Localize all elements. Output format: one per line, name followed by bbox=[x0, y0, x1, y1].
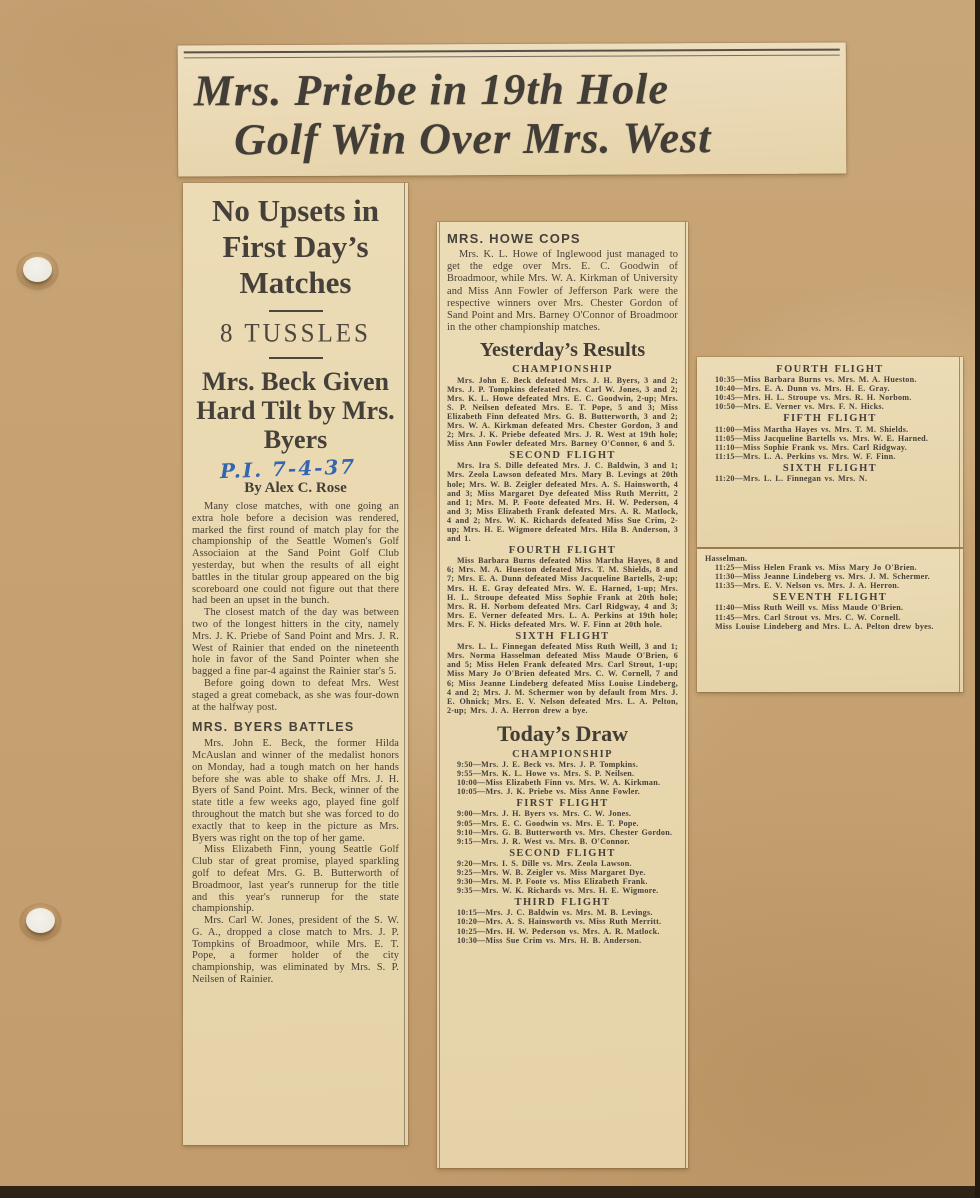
results-text-block: SECOND FLIGHT bbox=[509, 450, 616, 462]
draw-text-line: 9:25—Mrs. W. B. Zeigler vs. Miss Margaret Dye. bbox=[457, 868, 646, 878]
article-text-block: Before going down to defeat Mrs. West staged a great comeback, as she was four-down at the halfway post. bbox=[192, 677, 399, 713]
results-text-block: Mrs. Ira S. Dille defeated Mrs. J. C. Baldwin, 3 and 1; Mrs. Zeola Lawson defeated Mrs. Mary B. Levings at 20th hole; Mrs. W. B. Zeigler defeated Mrs. A. S. Hainsworth, 4 and 3; Miss Margaret Dye defeated Miss Ruth Merritt, 2 and 1; Mrs. M. P. Foote defeated Mrs. H. W. Pederson, 4 and 3; Miss Elizabeth Frank defeated Mrs. A. R. Matlock, 4 and 2; Mrs. W. K. Richards defeated Miss Sue Crim, 2-up; Mrs. H. E. Wigmore defeated Mrs. Hila B. Anderson, 3 and 1. bbox=[447, 461, 678, 544]
top-rule-thin bbox=[184, 55, 840, 59]
results-text-block: FOURTH FLIGHT bbox=[508, 545, 617, 557]
draw-text-line: 9:50—Mrs. J. E. Beck vs. Mrs. J. P. Tompkins. bbox=[457, 759, 639, 769]
draw-text-line: THIRD FLIGHT bbox=[514, 897, 611, 909]
draw-text-line: Miss Louise Lindeberg and Mrs. L. A. Pelton drew byes. bbox=[715, 621, 934, 631]
results-text-block: CHAMPIONSHIP bbox=[512, 364, 613, 376]
draw-text-line: 9:55—Mrs. K. L. Howe vs. Mrs. S. P. Neilsen. bbox=[457, 769, 635, 779]
article-body bbox=[192, 501, 399, 986]
article-text-block: The closest match of the day was between two of the longest hitters in the city, namely Mrs. J. K. Priebe of Sand Point and Mrs. J. R. West of Rainier that ended on the nineteenth hole in favor of the Sand Pointer when she bagged a fine par-4 against the Rainier star's 5. bbox=[192, 607, 399, 678]
draw-text-line: 9:00—Mrs. J. H. Byers vs. Mrs. C. W. Jones. bbox=[457, 809, 632, 819]
top-rule-thick bbox=[184, 49, 840, 54]
results-text-block: Miss Barbara Burns defeated Miss Martha Hayes, 8 and 6; Mrs. M. A. Hueston defeated Mrs. T. M. Shields, 8 and 7; Mrs. E. A. Dunn defeated Miss Jacqueline Bartells, 2-up; Mrs. H. E. Gray defeated Mrs. W. E. Harned, 1-up; Mrs. H. L. Stroupe defeated Miss Sophie Frank at 20th hole; Mrs. R. H. Norbom defeated Mrs. Carl Ridgway, 4 and 3; Mrs. E. Verner defeated Mrs. L. A. Perkins at 19th hole; Mrs. F. N. Hicks defeated Mrs. W. F. Finn at 20th hole. bbox=[447, 556, 678, 629]
column-subhead-howe-cops: MRS. HOWE COPS bbox=[447, 231, 581, 246]
article-headline: No Upsets in First Day’s Matches bbox=[211, 193, 380, 300]
clipping-draw-flights-4-5-6 bbox=[697, 357, 963, 547]
draw-text-line: 11:35—Mrs. E. V. Nelson vs. Mrs. J. A. Herron. bbox=[715, 581, 900, 591]
clipping-results-column bbox=[437, 222, 688, 1168]
draw-text-line: 11:15—Mrs. L. A. Perkins vs. Mrs. W. F. Finn. bbox=[715, 451, 896, 461]
draw-text-line: 9:20—Mrs. I. S. Dille vs. Mrs. Zeola Lawson. bbox=[457, 858, 632, 868]
photo-right-edge bbox=[975, 0, 980, 1198]
yesterdays-results-title: Yesterday’s Results bbox=[479, 339, 646, 362]
article-deck-headline: Mrs. Beck Given Hard Tilt by Mrs. Byers bbox=[196, 367, 395, 454]
draw-text-line: FOURTH FLIGHT bbox=[776, 364, 884, 375]
draw-flights-body bbox=[705, 365, 955, 483]
draw-flights-body bbox=[705, 554, 955, 631]
draw-text-line: 10:30—Miss Sue Crim vs. Mrs. H. B. Anderson. bbox=[457, 935, 642, 945]
article-text-block: Mrs. Carl W. Jones, president of the S. W. G. A., dropped a close match to Mrs. J. P. Tompkins of Broadmoor, while Mrs. E. T. Pope, a former holder of the city championship, was eliminated by Mrs. S. P. Neilsen of Rainier. bbox=[192, 915, 399, 986]
draw-text-line: 10:40—Mrs. E. A. Dunn vs. Mrs. H. E. Gray. bbox=[715, 384, 890, 394]
draw-text-line: 10:50—Mrs. E. Verner vs. Mrs. F. N. Hicks. bbox=[715, 402, 885, 412]
draw-text-line: 11:40—Miss Ruth Weill vs. Miss Maude O'Brien. bbox=[715, 603, 904, 613]
draw-text-line: 11:20—Mrs. L. L. Finnegan vs. Mrs. N. bbox=[715, 474, 868, 484]
article-text-block: Many close matches, with one going an extra hole before a decision was rendered, marked the first round of match play for the championship of the Seattle Women's Golf Associaion at the Sand Point Golf Club yesterday, but when the results of all eight battles in the titular group appeared on the big scoreboard one could not figure out that there had been an upset in the bunch. bbox=[192, 501, 399, 607]
draw-text-line: SEVENTH FLIGHT bbox=[772, 592, 888, 604]
article-subhead-tussles: 8 TUSSLES bbox=[220, 319, 371, 348]
clipping-banner-headline bbox=[178, 43, 847, 177]
draw-text-line: Hasselman. bbox=[705, 554, 748, 563]
draw-text-line: 9:15—Mrs. J. R. West vs. Mrs. B. O'Connor. bbox=[457, 836, 630, 846]
column-intro-paragraph: Mrs. K. L. Howe of Inglewood just managed to get the edge over Mrs. E. C. Goodwin of Broadmoor, while Mrs. W. A. Kirkman of University and Miss Ann Fowler of Jefferson Park were the respective winners over Mrs. Chester Gordon of Sand Point and Mrs. Barney O'Connor of Broadmoor in the other championship matches. bbox=[447, 249, 678, 334]
results-text-block: SIXTH FLIGHT bbox=[515, 631, 610, 643]
draw-text-line: 11:30—Miss Jeanne Lindeberg vs. Mrs. J. M. Schermer. bbox=[715, 572, 930, 582]
article-text-block: Mrs. John E. Beck, the former Hilda McAuslan and winner of the medalist honors on Monday, had a tough match on her hands before she was able to shake off Mrs. J. H. Byers of Sand Point. Mrs. Beck, winner of the state title a few weeks ago, played fine golf throughout the match but she was forced to do exactly that to keep in the picture as Mrs. Byers was right on the top of her game. bbox=[192, 738, 399, 844]
draw-text-line: 10:00—Miss Elizabeth Finn vs. Mrs. W. A. Kirkman. bbox=[457, 778, 661, 788]
draw-text-line: FIRST FLIGHT bbox=[516, 798, 609, 810]
results-text-block: Mrs. John E. Beck defeated Mrs. J. H. Byers, 3 and 2; Mrs. J. P. Tompkins defeated Mrs. Carl W. Jones, 3 and 2; Mrs. K. L. Howe defeated Mrs. E. C. Goodwin, 2-up; Mrs. S. P. Neilsen defeated Mrs. E. T. Pope, 5 and 3; Miss Elizabeth Finn defeated Mrs. G. B. Butterworth, 3 and 2; Mrs. W. A. Kirkman defeated Mrs. Chester Gordon, 3 and 2; Mrs. J. K. Priebe defeated Mrs. J. R. West at 19th hole; Miss Ann Fowler defeated Mrs. Barney O'Connor, 6 and 5. bbox=[447, 375, 678, 449]
photo-bottom-edge bbox=[0, 1186, 980, 1198]
draw-text-line: 10:05—Mrs. J. K. Priebe vs. Miss Anne Fowler. bbox=[457, 787, 641, 797]
draw-text-line: 9:30—Mrs. M. P. Foote vs. Miss Elizabeth Frank. bbox=[457, 877, 648, 887]
banner-headline-line-2: Golf Win Over Mrs. West bbox=[234, 113, 712, 165]
article-text-block: Miss Elizabeth Finn, young Seattle Golf Club star of great promise, played sparkling golf to defeat Mrs. G. B. Butterworth of Broadmoor, last year's runnerup for the title and this year's runnerup for the state championship. bbox=[192, 844, 399, 915]
draw-text-line: FIFTH FLIGHT bbox=[783, 413, 877, 425]
banner-headline-line-1: Mrs. Priebe in 19th Hole bbox=[193, 64, 670, 116]
todays-draw-body bbox=[447, 750, 678, 945]
yesterdays-results-body bbox=[447, 365, 678, 714]
draw-text-line: SECOND FLIGHT bbox=[509, 847, 616, 859]
draw-text-line: 10:45—Mrs. H. L. Stroupe vs. Mrs. R. H. Norbom. bbox=[715, 393, 912, 403]
draw-text-line: 11:10—Miss Sophie Frank vs. Mrs. Carl Ridgway. bbox=[715, 442, 908, 452]
divider bbox=[269, 357, 323, 359]
punch-hole-top bbox=[23, 257, 52, 282]
handwritten-date-note: P.I. 7-4-37 bbox=[219, 454, 357, 484]
punch-hole-bottom bbox=[26, 908, 55, 933]
draw-text-line: 9:10—Mrs. G. B. Butterworth vs. Mrs. Chester Gordon. bbox=[457, 827, 673, 837]
results-text-block: Mrs. L. L. Finnegan defeated Miss Ruth Weill, 3 and 1; Mrs. Norma Hasselman defeated Miss Maude O'Brien, 6 and 5; Miss Helen Frank defeated Mrs. Carl Strout, 1-up; Miss Mary Jo O'Brien defeated Mrs. C. W. Cornell, 7 and 6; Miss Jeanne Lindeberg defeated Miss Louise Lindeberg, 4 and 2; Mrs. J. M. Schermer won by default from Mrs. J. E. Ohnick; Mrs. E. V. Nelson defeated Mrs. L. A. Pelton, 2-up; Mrs. J. A. Herron drew a bye. bbox=[447, 642, 678, 715]
draw-text-line: 10:25—Mrs. H. W. Pederson vs. Mrs. A. R. Matlock. bbox=[457, 926, 660, 936]
draw-text-line: 11:05—Miss Jacqueline Bartells vs. Mrs. W. E. Harned. bbox=[715, 433, 929, 443]
clipping-draw-flights-6-7 bbox=[697, 549, 963, 692]
article-text-block: MRS. BYERS BATTLES bbox=[192, 720, 355, 735]
clipping-left-article bbox=[183, 183, 408, 1145]
todays-draw-title: Today’s Draw bbox=[496, 720, 628, 746]
draw-text-line: 9:35—Mrs. W. K. Richards vs. Mrs. H. E. Wigmore. bbox=[457, 886, 659, 896]
draw-text-line: 11:25—Miss Helen Frank vs. Miss Mary Jo O'Brien. bbox=[715, 563, 917, 573]
draw-text-line: CHAMPIONSHIP bbox=[512, 748, 613, 760]
draw-text-line: 10:15—Mrs. J. C. Baldwin vs. Mrs. M. B. Levings. bbox=[457, 908, 653, 918]
article-byline: By Alex C. Rose bbox=[244, 480, 347, 496]
draw-text-line: 10:20—Mrs. A. S. Hainsworth vs. Miss Ruth Merritt. bbox=[457, 917, 662, 927]
draw-text-line: SIXTH FLIGHT bbox=[782, 462, 878, 474]
draw-text-line: 9:05—Mrs. E. C. Goodwin vs. Mrs. E. T. Pope. bbox=[457, 818, 639, 828]
draw-text-line: 11:45—Mrs. Carl Strout vs. Mrs. C. W. Cornell. bbox=[715, 612, 901, 622]
draw-text-line: 10:35—Miss Barbara Burns vs. Mrs. M. A. Hueston. bbox=[715, 375, 917, 385]
draw-text-line: 11:00—Miss Martha Hayes vs. Mrs. T. M. Shields. bbox=[715, 424, 909, 434]
divider bbox=[269, 310, 323, 312]
